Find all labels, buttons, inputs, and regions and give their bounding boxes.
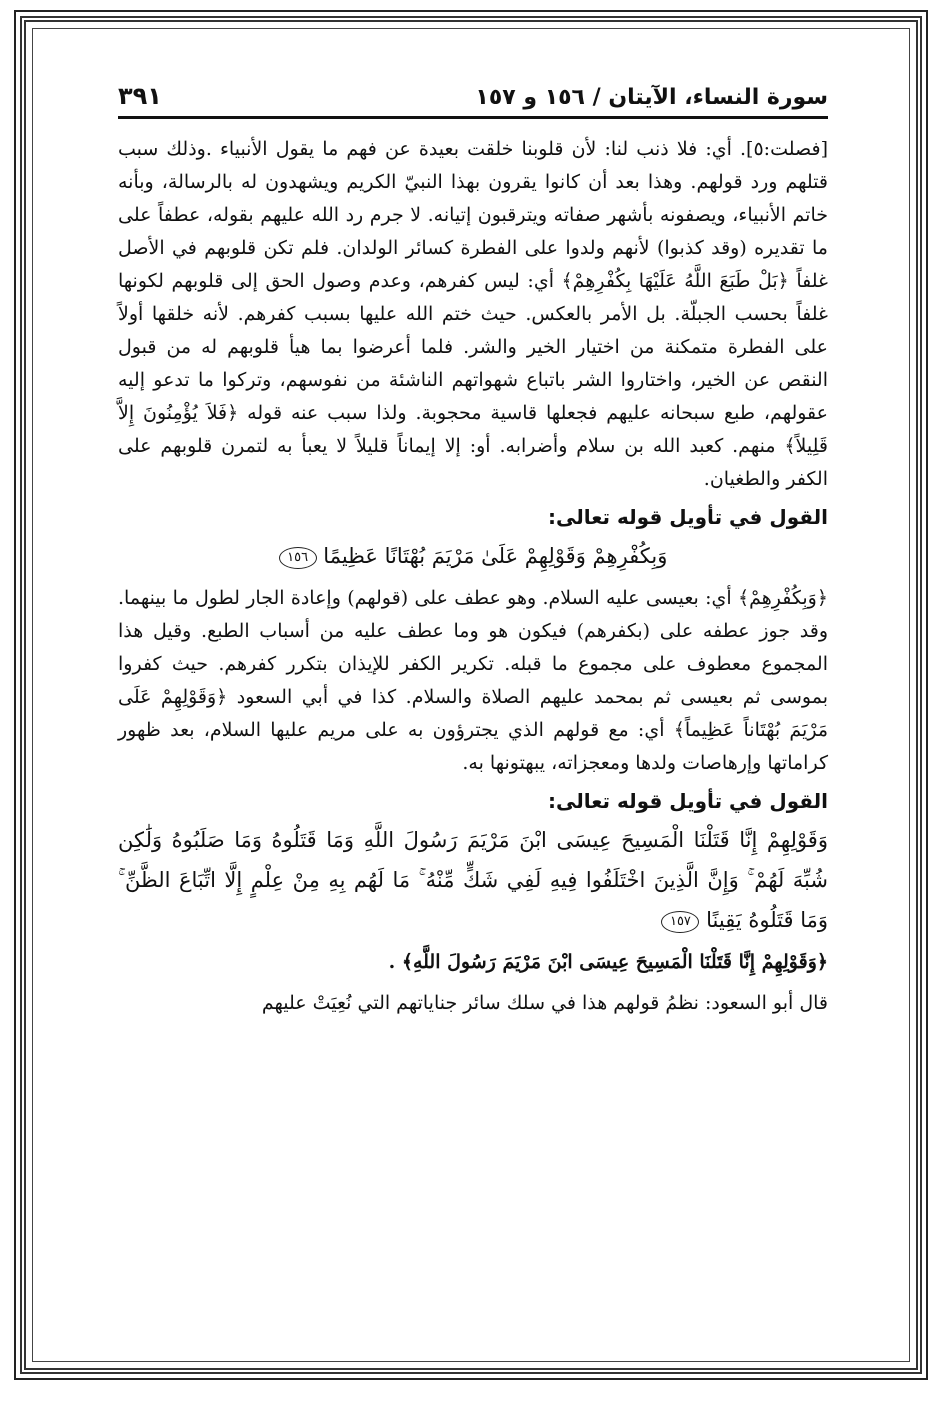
verse-157-quote: ﴿وَقَوْلِهِمْ إِنَّا قَتَلْنَا الْمَسِيحَ عِيسَى ابْنَ مَرْيَمَ رَسُولَ اللَّهِ﴾ . bbox=[388, 951, 828, 973]
page-header bbox=[118, 82, 828, 119]
commentary-paragraph-2: ﴿وَبِكُفْرِهِمْ﴾ أي: بعيسى عليه السلام. وهو عطف على (قولهم) وإعادة الجار لطول ما بينهما. وقد جوز عطفه على (بكفرهم) فيكون هو وما عطف عليه من أسباب الطبع. وقيل هذا المجموع معطوف على مجموع ما قبله. تكرير الكفر للإيذان بتكرر كفرهم. حيث كفروا بموسى ثم بعيسى ثم بمحمد عليهم الصلاة والسلام. كذا في أبي السعود ﴿وَقَوْلِهِمْ عَلَى مَرْيَمَ بُهْتَاناً عَظِيماً﴾ أي: مع قولهم الذي يجترؤون به على مريم عليها السلام، بعد ظهور كراماتها وإرهاصات ولدها ومعجزاته، يبهتونها به. bbox=[118, 587, 828, 774]
running-header: سورة النساء، الآيتان / ١٥٦ و ١٥٧ bbox=[475, 85, 828, 110]
section-heading-1: القول في تأويل قوله تعالى: bbox=[548, 505, 828, 529]
commentary-paragraph-3: قال أبو السعود: نظمُ قولهم هذا في سلك سائر جناياتهم التي نُعِيَتْ عليهم bbox=[261, 992, 828, 1014]
page-number: ٣٩١ bbox=[118, 82, 162, 110]
verse-156 bbox=[118, 536, 828, 576]
verse-157 bbox=[118, 820, 828, 940]
verse-157-number: ١٥٧ bbox=[661, 911, 699, 933]
page-content bbox=[118, 82, 828, 1020]
commentary-paragraph-1: [فصلت:٥]. أي: فلا ذنب لنا: لأن قلوبنا خلقت بعيدة عن فهم ما يقول الأنبياء .وذلك سبب قتلهم ورد قولهم. وهذا بعد أن كانوا يقرون بهذا النبيّ الكريم ويشهدون له بالرسالة، وبأنه خاتم الأنبياء، ويصفونه بأشهر صفاته ويترقبون إتيانه. لا جرم رد الله عليهم بقوله، عطفاً على ما تقديره (وقد كذبوا) لأنهم ولدوا على الفطرة كسائر الولدان. فلم تكن قلوبهم في الأصل غلفاً ﴿بَلْ طَبَعَ اللَّهُ عَلَيْهَا بِكُفْرِهِمْ﴾ أي: ليس كفرهم، وعدم وصول الحق إلى قلوبهم لكونها غلفاً بحسب الجبلّة. بل الأمر بالعكس. حيث ختم الله عليها بسبب كفرهم. لأنه خلقها أولاً على الفطرة متمكنة من اختيار الخير والشر. فلما أعرضوا بما هيأ قلوبهم له من قبول النقص عن الخير، واختاروا الشر باتباع شهواتهم الناشئة من نفوسهم، وتركوا ما تدعو إليه عقولهم، طبع سبحانه عليهم فجعلها قاسية محجوبة. ولذا سبب عنه قوله ﴿فَلاَ يُؤْمِنُونَ إِلاَّ قَلِيلاً﴾ منهم. كعبد الله بن سلام وأضرابه. أو: إلا إيماناً قليلاً لا يعبأ به لتمرن قلوبهم على الكفر والطغيان. bbox=[118, 138, 829, 490]
section-heading-2: القول في تأويل قوله تعالى: bbox=[548, 789, 828, 813]
verse-156-text: وَبِكُفْرِهِمْ وَقَوْلِهِمْ عَلَىٰ مَرْيَمَ بُهْتَانًا عَظِيمًا bbox=[323, 544, 668, 568]
verse-157-text: وَقَوْلِهِمْ إِنَّا قَتَلْنَا الْمَسِيحَ عِيسَى ابْنَ مَرْيَمَ رَسُولَ اللَّهِ وَمَا قَتَلُوهُ وَمَا صَلَبُوهُ وَلَٰكِن شُبِّهَ لَهُمْ ۚ وَإِنَّ الَّذِينَ اخْتَلَفُوا فِيهِ لَفِي شَكٍّ مِّنْهُ ۚ مَا لَهُم بِهِ مِنْ عِلْمٍ إِلَّا اتِّبَاعَ الظَّنِّ ۚ وَمَا قَتَلُوهُ يَقِينًا bbox=[118, 828, 828, 932]
verse-156-number: ١٥٦ bbox=[279, 547, 317, 569]
